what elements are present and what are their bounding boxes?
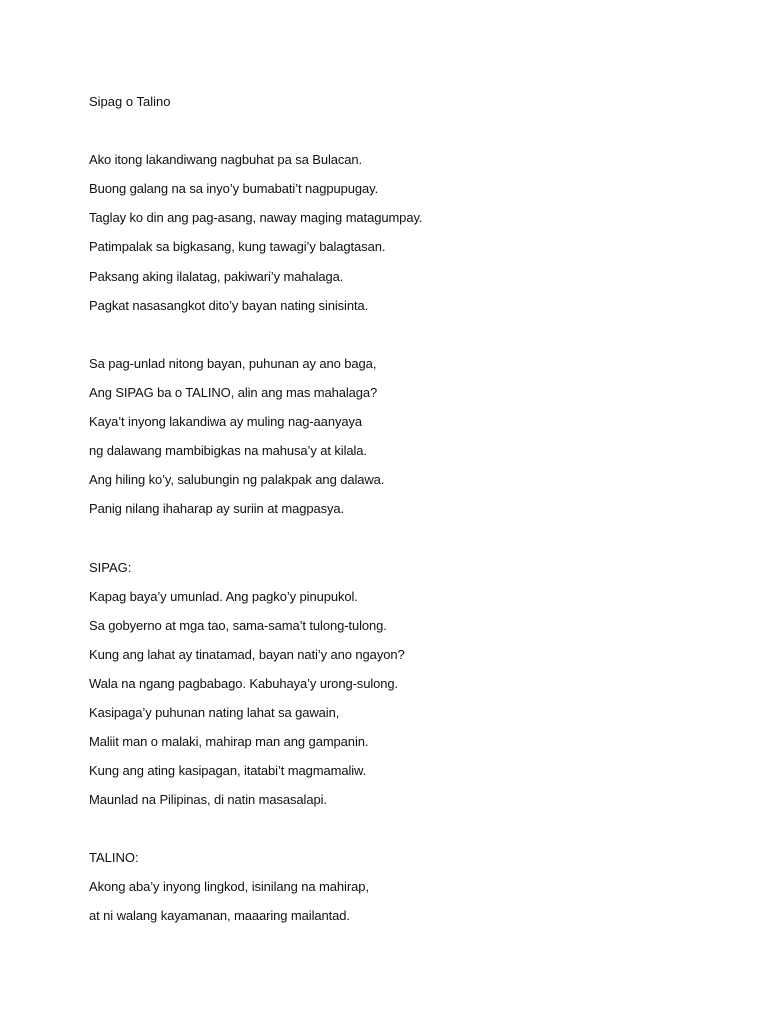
stanza2-line-3: Kaya’t inyong lakandiwa ay muling nag-aanyaya — [89, 414, 363, 429]
sipag-line-4: Wala na ngang pagbabago. Kabuhaya’y urong-sulong. — [89, 676, 399, 691]
sipag-line-1: Kapag baya’y umunlad. Ang pagko’y pinupukol. — [89, 589, 358, 604]
sipag-line-3: Kung ang lahat ay tinatamad, bayan nati’y ano ngayon? — [89, 647, 405, 662]
talino-line-1: Akong aba’y inyong lingkod, isinilang na mahirap, — [89, 879, 369, 894]
stanza1-line-3: Taglay ko din ang pag-asang, naway maging matagumpay. — [89, 210, 423, 225]
sipag-line-8: Maunlad na Pilipinas, di natin masasalapi. — [89, 792, 327, 807]
stanza2-line-1: Sa pag-unlad nitong bayan, puhunan ay ano baga, — [89, 356, 377, 371]
sipag-line-2: Sa gobyerno at mga tao, sama-sama’t tulong-tulong. — [89, 618, 387, 633]
stanza1-line-6: Pagkat nasasangkot dito’y bayan nating sinisinta. — [89, 298, 369, 313]
stanza2-line-2: Ang SIPAG ba o TALINO, alin ang mas mahalaga? — [89, 385, 378, 400]
stanza1-line-5: Paksang aking ilalatag, pakiwari’y mahalaga. — [89, 269, 344, 284]
stanza2-line-6: Panig nilang ihaharap ay suriin at magpasya. — [89, 501, 345, 516]
stanza2-line-5: Ang hiling ko’y, salubungin ng palakpak ang dalawa. — [89, 472, 385, 487]
document-title: Sipag o Talino — [89, 94, 171, 109]
stanza1-line-2: Buong galang na sa inyo’y bumabati’t nagpupugay. — [89, 181, 379, 196]
talino-line-2: at ni walang kayamanan, maaaring mailantad. — [89, 908, 350, 923]
sipag-line-5: Kasipaga’y puhunan nating lahat sa gawain, — [89, 705, 340, 720]
stanza2-line-4: ng dalawang mambibigkas na mahusa’y at kilala. — [89, 443, 367, 458]
talino-heading: TALINO: — [89, 850, 139, 865]
sipag-heading: SIPAG: — [89, 560, 132, 575]
stanza1-line-4: Patimpalak sa bigkasang, kung tawagi’y balagtasan. — [89, 239, 386, 254]
stanza1-line-1: Ako itong lakandiwang nagbuhat pa sa Bulacan. — [89, 152, 363, 167]
sipag-line-7: Kung ang ating kasipagan, itatabi’t magmamaliw. — [89, 763, 367, 778]
sipag-line-6: Maliit man o malaki, mahirap man ang gampanin. — [89, 734, 369, 749]
